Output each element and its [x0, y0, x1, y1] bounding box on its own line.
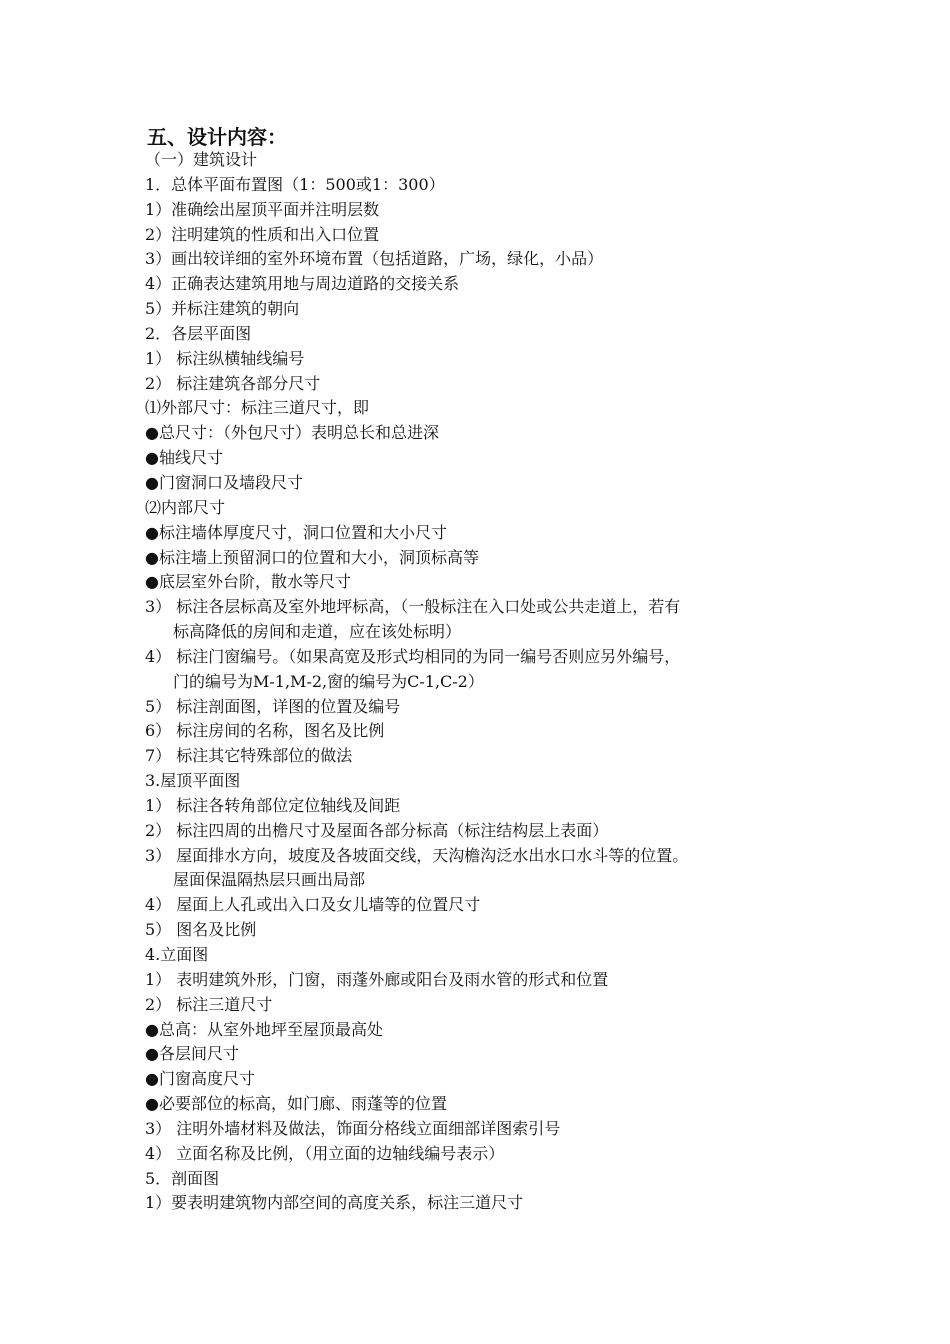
text-line: 5） 标注剖面图，详图的位置及编号: [145, 696, 401, 716]
text-line: 4） 立面名称及比例，（用立面的边轴线编号表示）: [145, 1143, 505, 1163]
text-line: ●底层室外台阶，散水等尺寸: [145, 572, 351, 592]
text-line: 3） 屋面排水方向，坡度及各坡面交线，天沟檐沟泛水出水口水斗等的位置。: [145, 845, 689, 865]
text-line: 2．各层平面图: [145, 323, 252, 343]
text-line: （一）建筑设计: [145, 150, 258, 169]
text-line: 1）准确绘出屋顶平面并注明层数: [145, 199, 380, 219]
section-heading: 五、设计内容：: [147, 125, 287, 149]
text-line: 2） 标注三道尺寸: [145, 994, 273, 1014]
text-line: 4）正确表达建筑用地与周边道路的交接关系: [145, 274, 460, 294]
text-line: ●门窗高度尺寸: [145, 1069, 255, 1089]
text-line: 1） 标注各转角部位定位轴线及间距: [145, 795, 401, 815]
text-line: ●各层间尺寸: [145, 1044, 239, 1064]
content-lines: [145, 148, 825, 1216]
text-line: 屋面保温隔热层只画出局部: [173, 870, 366, 890]
text-line: 1．总体平面布置图（1：500或1：300）: [145, 174, 445, 194]
text-line: ⑴外部尺寸：标注三道尺寸，即: [145, 398, 370, 418]
text-line: 4.立面图: [145, 945, 209, 964]
text-line: 门的编号为M-1,M-2,窗的编号为C-1,C-2）: [173, 671, 484, 691]
text-line: ●轴线尺寸: [145, 448, 223, 468]
text-line: ●门窗洞口及墙段尺寸: [145, 472, 303, 492]
text-line: 3.屋顶平面图: [145, 771, 241, 791]
text-line: 1） 表明建筑外形，门窗，雨蓬外廊或阳台及雨水管的形式和位置: [145, 969, 609, 989]
text-line: 2） 标注建筑各部分尺寸: [145, 373, 321, 393]
text-line: 7） 标注其它特殊部位的做法: [145, 746, 353, 766]
text-line: 4） 屋面上人孔或出入口及女儿墙等的位置尺寸: [145, 895, 481, 915]
text-line: 3） 注明外墙材料及做法，饰面分格线立面细部详图索引号: [145, 1118, 561, 1138]
text-line: ⑵内部尺寸: [145, 497, 226, 517]
text-line: ●必要部位的标高，如门廊、雨蓬等的位置: [145, 1094, 447, 1114]
text-line: 标高降低的房间和走道，应在该处标明）: [173, 622, 462, 642]
text-line: 4） 标注门窗编号。（如果高宽及形式均相同的为同一编号否则应另外编号，: [145, 646, 681, 666]
text-line: 3）画出较详细的室外环境布置（包括道路，广场，绿化，小品）: [145, 249, 604, 269]
text-line: 2） 标注四周的出檐尺寸及屋面各部分标高（标注结构层上表面）: [145, 820, 609, 840]
text-line: 5） 图名及比例: [145, 920, 257, 940]
text-line: 6） 标注房间的名称，图名及比例: [145, 721, 385, 741]
text-line: 1）要表明建筑物内部空间的高度关系，标注三道尺寸: [145, 1193, 524, 1213]
text-line: ●标注墙体厚度尺寸，洞口位置和大小尺寸: [145, 522, 447, 542]
text-line: ●标注墙上预留洞口的位置和大小，洞顶标高等: [145, 547, 479, 567]
text-line: 5）并标注建筑的朝向: [145, 299, 300, 319]
text-line: 1） 标注纵横轴线编号: [145, 348, 305, 368]
text-line: ●总高：从室外地坪至屋顶最高处: [145, 1019, 383, 1039]
text-line: 5．剖面图: [145, 1168, 220, 1188]
text-line: 2）注明建筑的性质和出入口位置: [145, 224, 380, 244]
text-line: 3） 标注各层标高及室外地坪标高，（一般标注在入口处或公共走道上，若有: [145, 597, 681, 617]
text-line: ●总尺寸：（外包尺寸）表明总长和总进深: [145, 423, 439, 443]
